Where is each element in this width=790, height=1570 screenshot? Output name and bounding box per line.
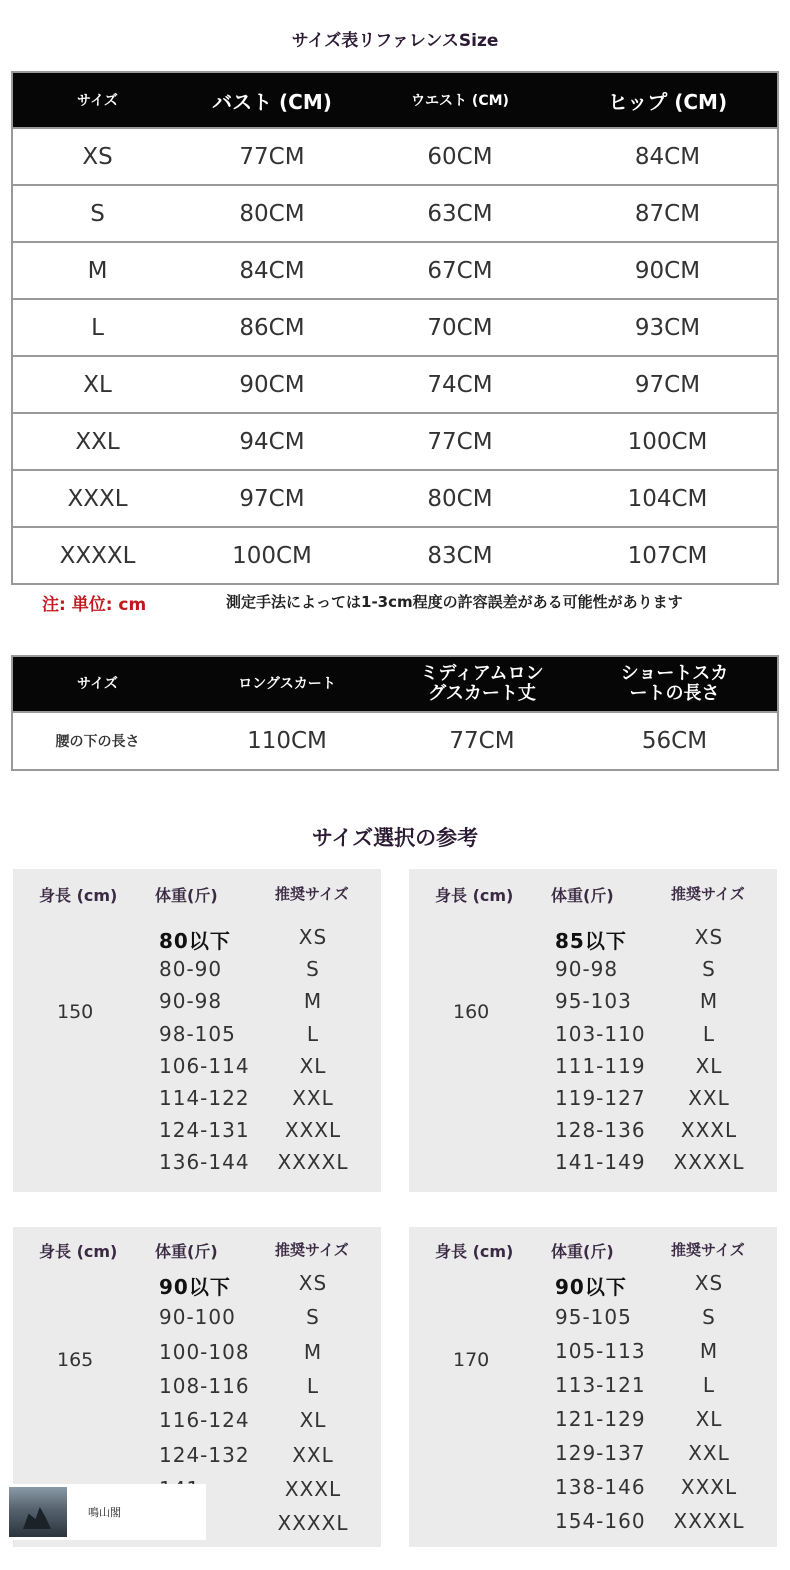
weight-range: 103-110: [555, 1021, 646, 1046]
size-chart-title: サイズ表リファレンスSize: [291, 31, 499, 51]
cell-waist: 83CM: [362, 527, 558, 584]
cell-hip: 100CM: [558, 413, 778, 470]
cell-size: XXXL: [12, 470, 182, 527]
weight-range: 121-129: [555, 1407, 646, 1431]
header-weight: 体重(斤): [155, 1242, 218, 1261]
skirt-header-short: ショートスカ ートの長さ: [572, 656, 778, 712]
skirt-header-medium: ミディアムロン グスカート丈: [392, 656, 572, 712]
recommended-size: L: [702, 1373, 716, 1397]
cell-bust: 84CM: [182, 242, 362, 299]
header-hip: ヒップ (CM): [558, 72, 778, 128]
table-row: [12, 242, 778, 299]
cell-size: XXL: [12, 413, 182, 470]
cell-size: XXXXL: [12, 527, 182, 584]
weight-range: 124-132: [159, 1442, 250, 1467]
height-value: 150: [57, 1001, 94, 1023]
cell-hip: 104CM: [558, 470, 778, 527]
skirt-table-header: [12, 656, 778, 712]
recommended-size: XS: [694, 1271, 724, 1295]
recommended-size: XXXXL: [277, 1150, 349, 1175]
skirt-row-label: 腰の下の長さ: [12, 712, 182, 770]
cell-short: 56CM: [572, 712, 778, 770]
cell-hip: 97CM: [558, 356, 778, 413]
size-table-header: [12, 72, 778, 128]
table-row: [12, 128, 778, 185]
table-row: [12, 470, 778, 527]
height-value: 165: [57, 1349, 94, 1371]
weight-range: 119-127: [555, 1086, 646, 1110]
weight-range: 90-100: [159, 1305, 236, 1330]
recommended-size: XXL: [688, 1441, 730, 1465]
header-recommended-size: 推奨サイズ: [671, 1241, 745, 1259]
cell-waist: 77CM: [362, 413, 558, 470]
cell-size: XS: [12, 128, 182, 185]
weight-range: 100-108: [159, 1339, 250, 1364]
recommended-size: XXXXL: [673, 1150, 745, 1175]
recommended-size: XS: [694, 925, 724, 949]
cell-bust: 77CM: [182, 128, 362, 185]
watermark: [6, 1484, 206, 1540]
header-weight: 体重(斤): [551, 886, 614, 905]
header-recommended-size: 推奨サイズ: [275, 885, 349, 903]
weight-range: 95-103: [555, 989, 632, 1014]
weight-range: 129-137: [555, 1441, 646, 1465]
cell-waist: 63CM: [362, 185, 558, 242]
recommended-size: S: [702, 1305, 716, 1329]
cell-waist: 80CM: [362, 470, 558, 527]
cell-size: M: [12, 242, 182, 299]
table-row: [12, 527, 778, 584]
weight-range: 136-144: [159, 1150, 250, 1175]
weight-range: 90以下: [159, 1275, 231, 1299]
table-row: [12, 356, 778, 413]
weight-range: 128-136: [555, 1118, 646, 1143]
size-selection-box: [409, 1227, 777, 1547]
skirt-header-size: サイズ: [12, 656, 182, 712]
header-bust: バスト (CM): [182, 72, 362, 128]
recommended-size: XS: [298, 1271, 328, 1295]
header-height: 身長 (cm): [435, 886, 514, 905]
header-height: 身長 (cm): [39, 886, 118, 905]
recommended-size: XXXXL: [673, 1509, 745, 1533]
recommended-size: M: [303, 989, 323, 1014]
recommended-size: XXXL: [284, 1476, 342, 1501]
header-waist: ウエスト (CM): [362, 72, 558, 128]
weight-range: 111-119: [555, 1053, 646, 1078]
recommended-size: L: [306, 1021, 320, 1046]
table-row: [12, 185, 778, 242]
weight-range: 90-98: [555, 957, 619, 982]
weight-range: 98-105: [159, 1021, 236, 1046]
weight-range: 116-124: [159, 1408, 250, 1433]
recommended-size: L: [306, 1373, 320, 1398]
size-selection-box: [13, 869, 381, 1192]
table-row: [12, 413, 778, 470]
mountain-landscape-thumbnail: [9, 1487, 67, 1537]
cell-hip: 90CM: [558, 242, 778, 299]
table-row: [12, 712, 778, 770]
recommended-size: XL: [299, 1408, 327, 1433]
recommended-size: L: [702, 1021, 716, 1046]
weight-range: 80-90: [159, 957, 223, 982]
header-weight: 体重(斤): [551, 1242, 614, 1261]
recommended-size: XXXXL: [277, 1511, 349, 1536]
header-recommended-size: 推奨サイズ: [275, 1241, 349, 1259]
cell-waist: 74CM: [362, 356, 558, 413]
recommended-size: XXXL: [680, 1475, 738, 1499]
table-row: [12, 299, 778, 356]
cell-size: L: [12, 299, 182, 356]
weight-range: 80以下: [159, 929, 231, 953]
cell-bust: 86CM: [182, 299, 362, 356]
header-height: 身長 (cm): [39, 1242, 118, 1261]
watermark-text: 鳴山閣: [88, 1506, 121, 1519]
size-table: [11, 71, 779, 585]
recommended-size: M: [699, 1339, 719, 1363]
size-selection-box: [409, 869, 777, 1192]
cell-hip: 87CM: [558, 185, 778, 242]
weight-range: 105-113: [555, 1339, 646, 1363]
cell-size: S: [12, 185, 182, 242]
recommended-size: XXXL: [284, 1118, 342, 1143]
weight-range: 114-122: [159, 1086, 250, 1110]
recommended-size: S: [306, 957, 320, 982]
skirt-header-long: ロングスカート: [182, 656, 392, 712]
header-size: サイズ: [12, 72, 182, 128]
weight-range: 90-98: [159, 989, 223, 1014]
cell-hip: 107CM: [558, 527, 778, 584]
weight-range: 154-160: [555, 1509, 646, 1533]
cell-waist: 60CM: [362, 128, 558, 185]
cell-bust: 94CM: [182, 413, 362, 470]
recommended-size: XL: [695, 1407, 723, 1431]
cell-hip: 84CM: [558, 128, 778, 185]
skirt-length-table: [11, 655, 779, 771]
cell-size: XL: [12, 356, 182, 413]
recommended-size: XXL: [292, 1442, 334, 1467]
unit-note: 注: 単位: cm: [42, 595, 147, 615]
recommended-size: XXXL: [680, 1118, 738, 1143]
weight-range: 141-149: [555, 1150, 646, 1175]
recommended-size: XS: [298, 925, 328, 949]
header-weight: 体重(斤): [155, 886, 218, 905]
cell-bust: 100CM: [182, 527, 362, 584]
recommended-size: S: [306, 1305, 320, 1330]
recommended-size: M: [699, 989, 719, 1014]
cell-bust: 90CM: [182, 356, 362, 413]
weight-range: 138-146: [555, 1475, 646, 1499]
recommended-size: M: [303, 1339, 323, 1364]
recommended-size: XXL: [292, 1086, 334, 1110]
cell-hip: 93CM: [558, 299, 778, 356]
weight-range: 108-116: [159, 1373, 250, 1398]
cell-medium: 77CM: [392, 712, 572, 770]
cell-bust: 80CM: [182, 185, 362, 242]
weight-range: 113-121: [555, 1373, 646, 1397]
header-recommended-size: 推奨サイズ: [671, 885, 745, 903]
size-selection-title: サイズ選択の参考: [311, 826, 479, 850]
cell-waist: 70CM: [362, 299, 558, 356]
recommended-size: S: [702, 957, 716, 982]
tolerance-note: 測定手法によっては1-3cm程度の許容誤差がある可能性があります: [226, 593, 683, 611]
weight-range: 90以下: [555, 1275, 627, 1299]
weight-range: 106-114: [159, 1053, 250, 1078]
cell-long: 110CM: [182, 712, 392, 770]
recommended-size: XL: [299, 1053, 327, 1078]
weight-range: 95-105: [555, 1305, 632, 1329]
height-value: 160: [453, 1001, 490, 1023]
recommended-size: XXL: [688, 1086, 730, 1110]
cell-waist: 67CM: [362, 242, 558, 299]
recommended-size: XL: [695, 1053, 723, 1078]
height-value: 170: [453, 1349, 490, 1371]
weight-range: 124-131: [159, 1118, 250, 1143]
weight-range: 85以下: [555, 929, 627, 953]
cell-bust: 97CM: [182, 470, 362, 527]
header-height: 身長 (cm): [435, 1242, 514, 1261]
